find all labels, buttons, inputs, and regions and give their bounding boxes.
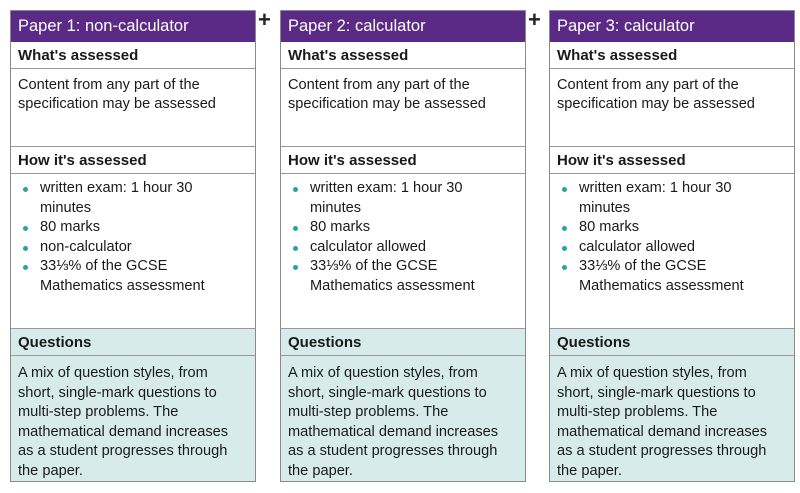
list-item-text: 80 marks bbox=[40, 219, 101, 236]
list-item bbox=[18, 218, 247, 238]
list-item bbox=[557, 257, 786, 296]
paper-2-how-assessed-list bbox=[281, 174, 525, 328]
list-item-text: 33⅓% of the GCSE Mathematics assessment bbox=[579, 258, 744, 294]
list-item bbox=[288, 179, 517, 218]
list-item bbox=[557, 238, 786, 258]
list-item-text: 80 marks bbox=[579, 219, 640, 236]
paper-2-whats-assessed-text: Content from any part of the specification may be assessed bbox=[281, 69, 525, 147]
list-item bbox=[288, 238, 517, 258]
paper-1-how-assessed-heading: How it's assessed bbox=[11, 147, 255, 174]
plus-icon: + bbox=[258, 7, 271, 32]
paper-1-whats-assessed-heading: What's assessed bbox=[11, 42, 255, 69]
paper-3-how-assessed-list bbox=[550, 174, 794, 328]
list-item-text: 33⅓% of the GCSE Mathematics assessment bbox=[40, 258, 205, 294]
list-item-text: written exam: 1 hour 30 minutes bbox=[40, 180, 193, 216]
list-item bbox=[288, 257, 517, 296]
plus-icon: + bbox=[528, 7, 541, 32]
paper-3-how-assessed-heading: How it's assessed bbox=[550, 147, 794, 174]
paper-2-how-assessed-heading: How it's assessed bbox=[281, 147, 525, 174]
paper-3-card bbox=[549, 10, 795, 482]
list-item-text: calculator allowed bbox=[579, 238, 696, 255]
paper-2-questions-section bbox=[281, 328, 525, 481]
bullet-icon bbox=[293, 187, 298, 192]
list-item-text: written exam: 1 hour 30 minutes bbox=[579, 180, 732, 216]
paper-1-whats-assessed-text: Content from any part of the specification may be assessed bbox=[11, 69, 255, 147]
bullet-icon bbox=[23, 226, 28, 231]
paper-3-questions-heading: Questions bbox=[550, 329, 794, 356]
paper-3-title: Paper 3: calculator bbox=[550, 11, 794, 42]
bullet-icon bbox=[23, 265, 28, 270]
bullet-icon bbox=[562, 226, 567, 231]
list-item bbox=[18, 257, 247, 296]
paper-2-questions-text: A mix of question styles, from short, single-mark questions to multi-step problems. The mathematical demand increases as a student progresses through the paper. bbox=[288, 365, 499, 479]
list-item-text: written exam: 1 hour 30 minutes bbox=[310, 180, 463, 216]
paper-1-questions-heading: Questions bbox=[11, 329, 255, 356]
bullet-icon bbox=[293, 226, 298, 231]
bullet-icon bbox=[562, 246, 567, 251]
paper-2-card bbox=[280, 10, 526, 482]
list-item bbox=[18, 179, 247, 218]
paper-1-how-assessed-list bbox=[11, 174, 255, 328]
list-item bbox=[557, 218, 786, 238]
paper-2-title: Paper 2: calculator bbox=[281, 11, 525, 42]
list-item bbox=[557, 179, 786, 218]
list-item-text: 33⅓% of the GCSE Mathematics assessment bbox=[310, 258, 475, 294]
bullet-icon bbox=[23, 187, 28, 192]
paper-2-questions-heading: Questions bbox=[281, 329, 525, 356]
list-item-text: calculator allowed bbox=[310, 238, 427, 255]
paper-2-whats-assessed-heading: What's assessed bbox=[281, 42, 525, 69]
list-item-text: 80 marks bbox=[310, 219, 371, 236]
bullet-icon bbox=[293, 246, 298, 251]
paper-1-questions-section bbox=[11, 328, 255, 481]
paper-1-card bbox=[10, 10, 256, 482]
bullet-icon bbox=[293, 265, 298, 270]
paper-1-questions-text: A mix of question styles, from short, single-mark questions to multi-step problems. The mathematical demand increases as a student progresses through the paper. bbox=[18, 365, 229, 479]
list-item-text: non-calculator bbox=[40, 238, 132, 255]
paper-3-whats-assessed-heading: What's assessed bbox=[550, 42, 794, 69]
paper-3-whats-assessed-text: Content from any part of the specification may be assessed bbox=[550, 69, 794, 147]
list-item bbox=[18, 238, 247, 258]
list-item bbox=[288, 218, 517, 238]
bullet-icon bbox=[23, 246, 28, 251]
bullet-icon bbox=[562, 187, 567, 192]
bullet-icon bbox=[562, 265, 567, 270]
paper-3-questions-section bbox=[550, 328, 794, 481]
paper-1-title: Paper 1: non-calculator bbox=[11, 11, 255, 42]
paper-3-questions-text: A mix of question styles, from short, single-mark questions to multi-step problems. The mathematical demand increases as a student progresses through the paper. bbox=[557, 365, 768, 479]
